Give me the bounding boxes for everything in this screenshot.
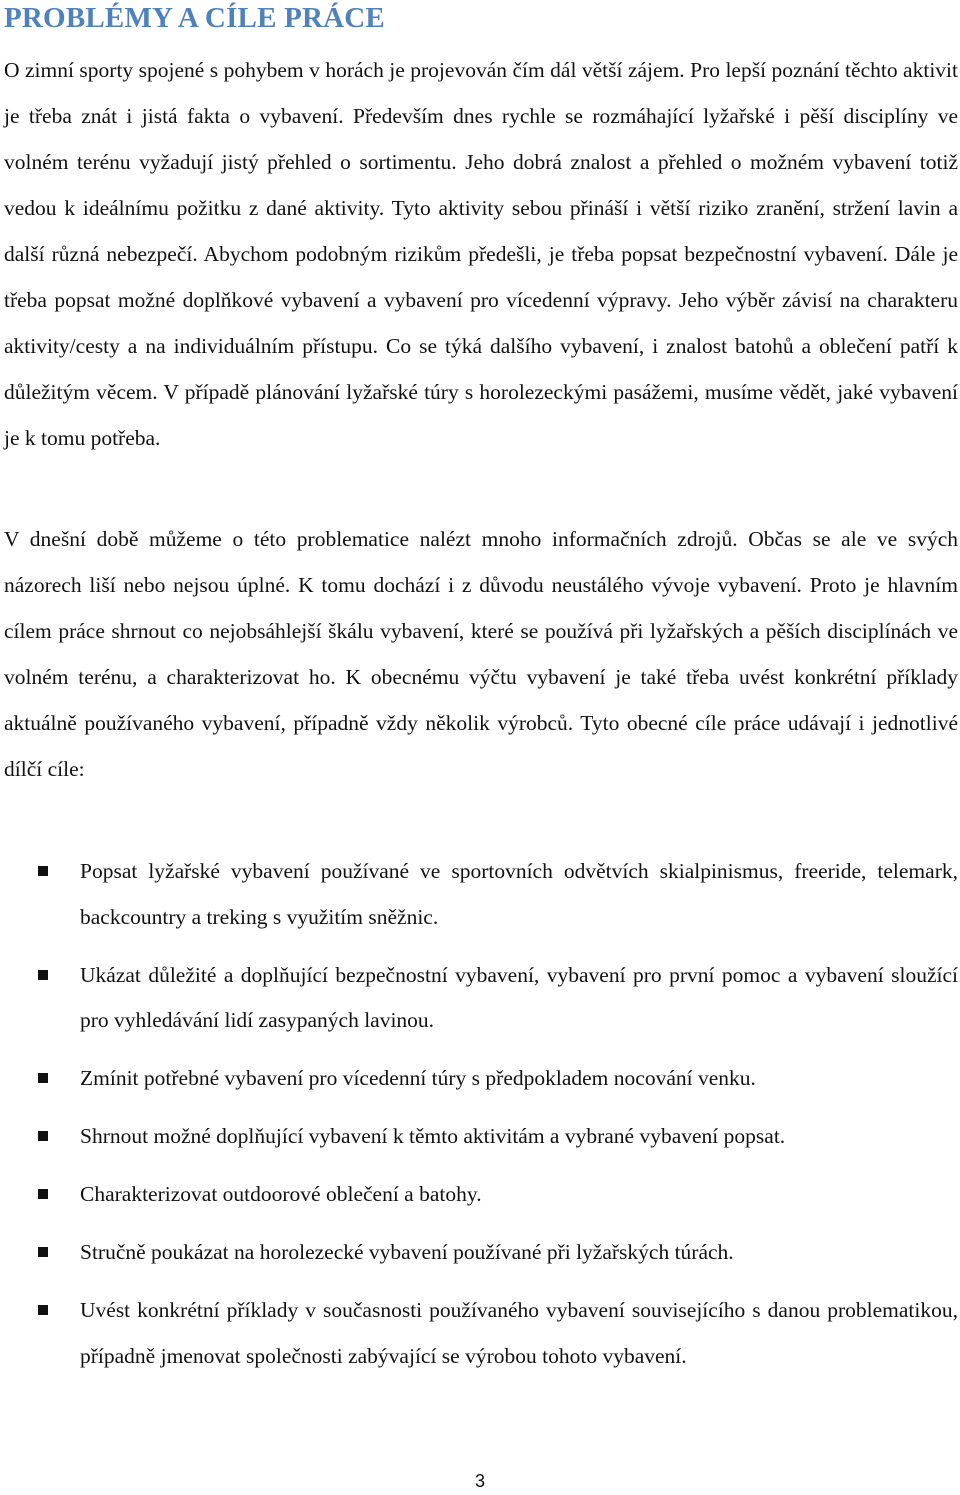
square-bullet-icon: [38, 970, 48, 980]
goals-list: [0, 849, 960, 1392]
list-item: [0, 953, 958, 1044]
square-bullet-icon: [38, 1247, 48, 1257]
list-item-text: Ukázat důležité a doplňující bezpečnostní vybavení, vybavení pro první pomoc a vybavení sloužící pro vyhledávání lidí zasypaných lavinou.: [80, 962, 958, 1032]
list-item-text: Charakterizovat outdoorové oblečení a batohy.: [80, 1182, 482, 1206]
list-item-text: Uvést konkrétní příklady v současnosti používaného vybavení souvisejícího s danou problematikou, případně jmenovat společnosti zabývající se výrobou tohoto vybavení.: [80, 1298, 958, 1368]
list-item-text: Popsat lyžařské vybavení používané ve sportovních odvětvích skialpinismus, freeride, telemark, backcountry a treking s využitím sněžnic.: [80, 859, 958, 929]
list-item-text: Stručně poukázat na horolezecké vybavení používané při lyžařských túrách.: [80, 1240, 734, 1264]
list-item: [0, 1172, 958, 1218]
list-item-text: Zmínit potřebné vybavení pro vícedenní túry s předpokladem nocování venku.: [80, 1066, 756, 1090]
square-bullet-icon: [38, 1131, 48, 1141]
square-bullet-icon: [38, 866, 48, 876]
list-item: [0, 1288, 958, 1379]
list-item: [0, 849, 958, 940]
page-number: 3: [474, 1471, 485, 1491]
list-item: [0, 1230, 958, 1276]
square-bullet-icon: [38, 1189, 48, 1199]
square-bullet-icon: [38, 1073, 48, 1083]
list-item: [0, 1114, 958, 1160]
square-bullet-icon: [38, 1305, 48, 1315]
list-item: [0, 1056, 958, 1102]
section-heading: PROBLÉMY A CÍLE PRÁCE: [4, 2, 385, 34]
list-item-text: Shrnout možné doplňující vybavení k těmto aktivitám a vybrané vybavení popsat.: [80, 1124, 786, 1148]
paragraph-goals: V dnešní době můžeme o této problematice nalézt mnoho informačních zdrojů. Občas se ale ve svých názorech liší nebo nejsou úplné. K tomu dochází i z důvodu neustálého vývoje vybavení. Proto je hlavním cílem práce shrnout co nejobsáhlejší škálu vybavení, které se používá při lyžařských a pěších disciplínách ve volném terénu, a charakterizovat ho. K obecnému výčtu vybavení je také třeba uvést konkrétní příklady aktuálně používaného vybavení, případně vždy několik výrobců. Tyto obecné cíle práce udávají i jednotlivé dílčí cíle:: [4, 527, 958, 781]
paragraph-intro: O zimní sporty spojené s pohybem v horách je projevován čím dál větší zájem. Pro lepší poznání těchto aktivit je třeba znát i jistá fakta o vybavení. Především dnes rychle se rozmáhající lyžařské i pěší disciplíny ve volném terénu vyžadují jistý přehled o sortimentu. Jeho dobrá znalost a přehled o možném vybavení totiž vedou k ideálnímu požitku z dané aktivity. Tyto aktivity sebou přináší i větší riziko zranění, stržení lavin a další různá nebezpečí. Abychom podobným rizikům předešli, je třeba popsat bezpečnostní vybavení. Dále je třeba popsat možné doplňkové vybavení a vybavení pro vícedenní výpravy. Jeho výběr závisí na charakteru aktivity/cesty a na individuálním přístupu. Co se týká dalšího vybavení, i znalost batohů a oblečení patří k důležitým věcem. V případě plánování lyžařské túry s horolezeckými pasážemi, musíme vědět, jaké vybavení je k tomu potřeba.: [4, 58, 958, 450]
